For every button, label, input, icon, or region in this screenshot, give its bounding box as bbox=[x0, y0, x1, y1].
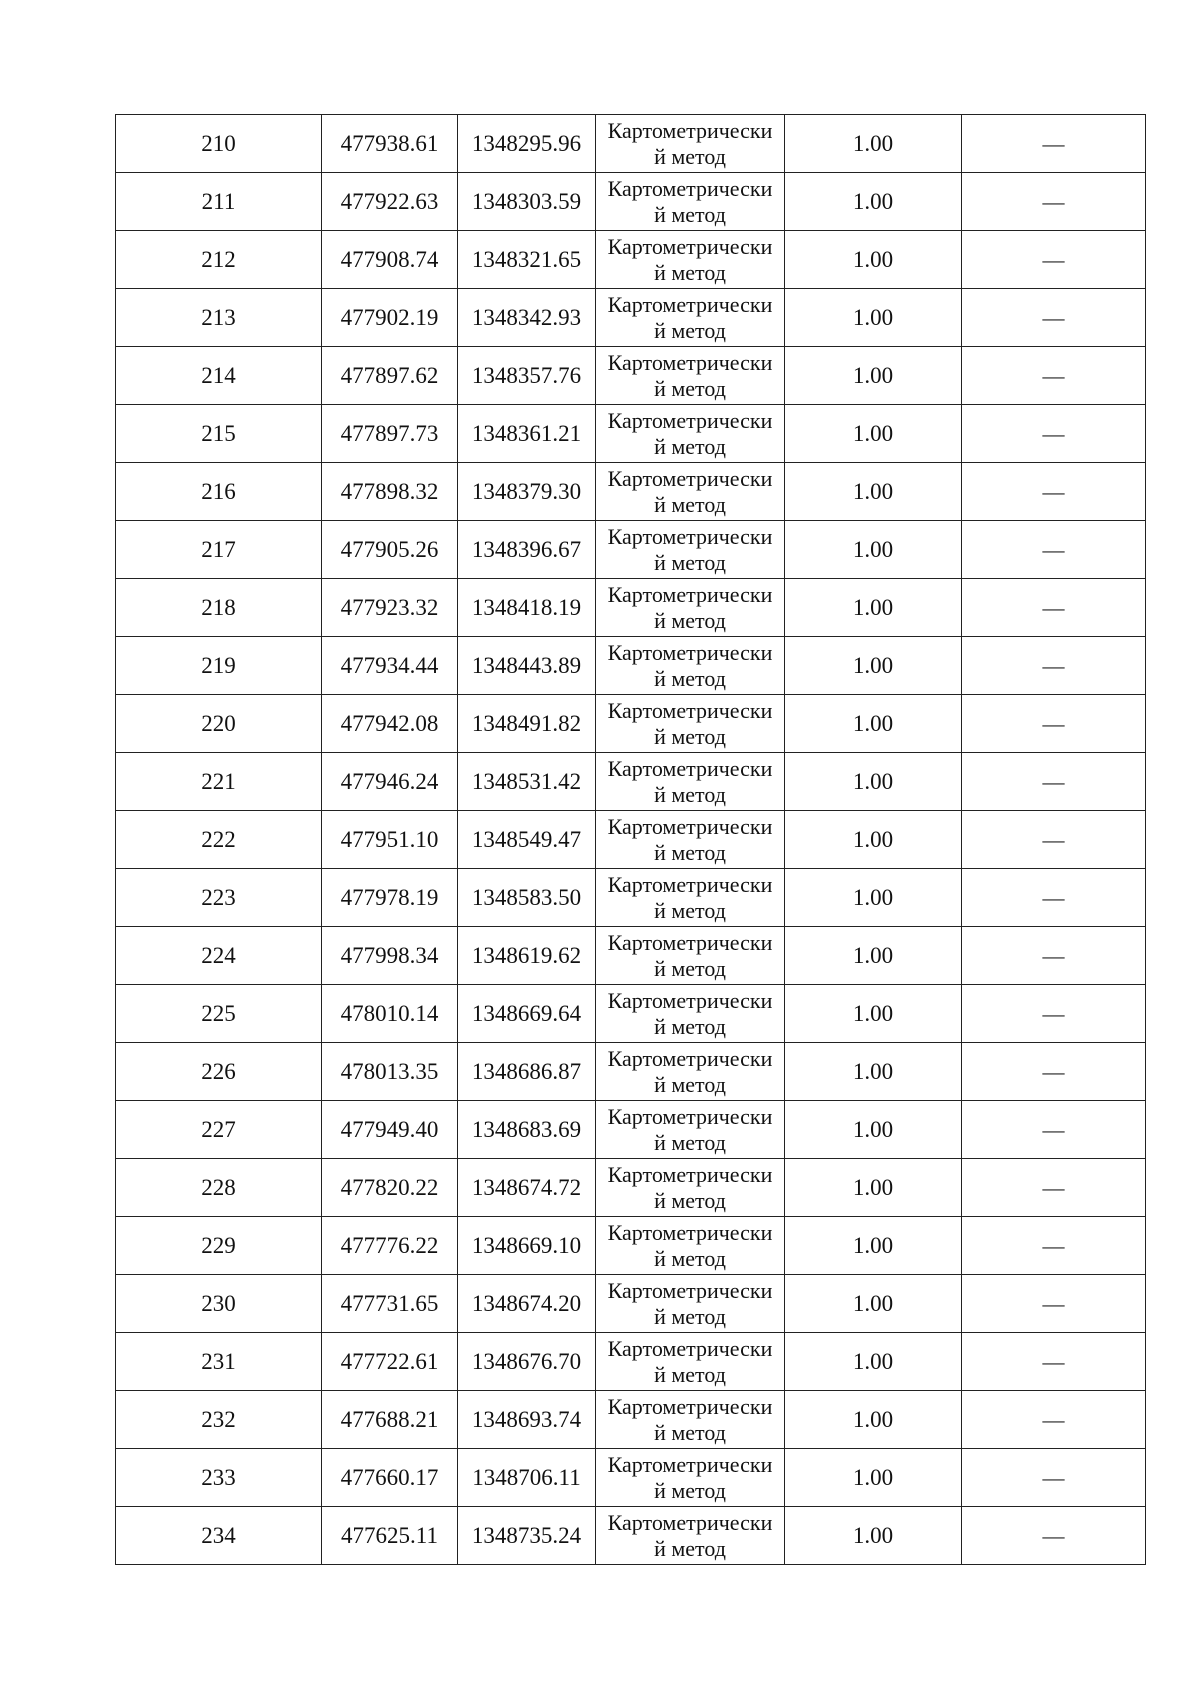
method-cell bbox=[596, 579, 785, 637]
note-cell: — bbox=[962, 1507, 1146, 1565]
x-coordinate-cell: 477998.34 bbox=[322, 927, 458, 985]
method-text-line-2: й метод bbox=[654, 1246, 726, 1271]
point-number-cell: 222 bbox=[116, 811, 322, 869]
x-coordinate-cell: 477731.65 bbox=[322, 1275, 458, 1333]
accuracy-cell: 1.00 bbox=[785, 463, 962, 521]
accuracy-cell: 1.00 bbox=[785, 289, 962, 347]
method-text-line-1: Картометрически bbox=[607, 176, 773, 201]
point-number-cell: 218 bbox=[116, 579, 322, 637]
method-text-line-2: й метод bbox=[654, 1188, 726, 1213]
accuracy-cell: 1.00 bbox=[785, 231, 962, 289]
point-number-cell: 215 bbox=[116, 405, 322, 463]
point-number-cell: 234 bbox=[116, 1507, 322, 1565]
method-cell bbox=[596, 985, 785, 1043]
x-coordinate-cell: 477951.10 bbox=[322, 811, 458, 869]
table-row bbox=[116, 1101, 1146, 1159]
point-number-cell: 223 bbox=[116, 869, 322, 927]
point-number-cell: 213 bbox=[116, 289, 322, 347]
x-coordinate-cell: 477938.61 bbox=[322, 115, 458, 173]
table-row bbox=[116, 289, 1146, 347]
note-cell: — bbox=[962, 521, 1146, 579]
method-text-line-2: й метод bbox=[654, 144, 726, 169]
method-cell bbox=[596, 1391, 785, 1449]
method-text-line-1: Картометрически bbox=[607, 408, 773, 433]
accuracy-cell: 1.00 bbox=[785, 753, 962, 811]
x-coordinate-cell: 477820.22 bbox=[322, 1159, 458, 1217]
point-number-cell: 226 bbox=[116, 1043, 322, 1101]
table-row bbox=[116, 1507, 1146, 1565]
y-coordinate-cell: 1348357.76 bbox=[458, 347, 596, 405]
method-text-line-1: Картометрически bbox=[607, 640, 773, 665]
table-row bbox=[116, 695, 1146, 753]
x-coordinate-cell: 477625.11 bbox=[322, 1507, 458, 1565]
method-text-line-2: й метод bbox=[654, 1130, 726, 1155]
y-coordinate-cell: 1348321.65 bbox=[458, 231, 596, 289]
method-text-line-2: й метод bbox=[654, 782, 726, 807]
y-coordinate-cell: 1348674.20 bbox=[458, 1275, 596, 1333]
x-coordinate-cell: 477946.24 bbox=[322, 753, 458, 811]
method-cell bbox=[596, 173, 785, 231]
table-row bbox=[116, 1159, 1146, 1217]
table-row bbox=[116, 405, 1146, 463]
method-cell bbox=[596, 753, 785, 811]
x-coordinate-cell: 477776.22 bbox=[322, 1217, 458, 1275]
accuracy-cell: 1.00 bbox=[785, 695, 962, 753]
table-row bbox=[116, 173, 1146, 231]
method-text-line-1: Картометрически bbox=[607, 1220, 773, 1245]
method-text-line-2: й метод bbox=[654, 1362, 726, 1387]
x-coordinate-cell: 477898.32 bbox=[322, 463, 458, 521]
method-text-line-2: й метод bbox=[654, 608, 726, 633]
method-text-line-2: й метод bbox=[654, 434, 726, 459]
y-coordinate-cell: 1348418.19 bbox=[458, 579, 596, 637]
y-coordinate-cell: 1348583.50 bbox=[458, 869, 596, 927]
y-coordinate-cell: 1348669.64 bbox=[458, 985, 596, 1043]
point-number-cell: 221 bbox=[116, 753, 322, 811]
x-coordinate-cell: 477688.21 bbox=[322, 1391, 458, 1449]
coordinates-table-body bbox=[116, 115, 1146, 1565]
x-coordinate-cell: 477942.08 bbox=[322, 695, 458, 753]
point-number-cell: 224 bbox=[116, 927, 322, 985]
x-coordinate-cell: 477922.63 bbox=[322, 173, 458, 231]
table-row bbox=[116, 463, 1146, 521]
note-cell: — bbox=[962, 1043, 1146, 1101]
table-row bbox=[116, 521, 1146, 579]
table-row bbox=[116, 579, 1146, 637]
point-number-cell: 214 bbox=[116, 347, 322, 405]
x-coordinate-cell: 477722.61 bbox=[322, 1333, 458, 1391]
x-coordinate-cell: 477949.40 bbox=[322, 1101, 458, 1159]
method-text-line-1: Картометрически bbox=[607, 814, 773, 839]
method-cell bbox=[596, 1507, 785, 1565]
x-coordinate-cell: 477897.62 bbox=[322, 347, 458, 405]
y-coordinate-cell: 1348674.72 bbox=[458, 1159, 596, 1217]
y-coordinate-cell: 1348669.10 bbox=[458, 1217, 596, 1275]
note-cell: — bbox=[962, 1159, 1146, 1217]
method-cell bbox=[596, 347, 785, 405]
table-row bbox=[116, 637, 1146, 695]
note-cell: — bbox=[962, 1333, 1146, 1391]
note-cell: — bbox=[962, 289, 1146, 347]
method-text-line-2: й метод bbox=[654, 202, 726, 227]
y-coordinate-cell: 1348706.11 bbox=[458, 1449, 596, 1507]
method-text-line-1: Картометрически bbox=[607, 698, 773, 723]
x-coordinate-cell: 477905.26 bbox=[322, 521, 458, 579]
note-cell: — bbox=[962, 173, 1146, 231]
note-cell: — bbox=[962, 869, 1146, 927]
y-coordinate-cell: 1348379.30 bbox=[458, 463, 596, 521]
method-cell bbox=[596, 1275, 785, 1333]
method-text-line-1: Картометрически bbox=[607, 118, 773, 143]
y-coordinate-cell: 1348443.89 bbox=[458, 637, 596, 695]
point-number-cell: 232 bbox=[116, 1391, 322, 1449]
note-cell: — bbox=[962, 637, 1146, 695]
method-text-line-2: й метод bbox=[654, 492, 726, 517]
note-cell: — bbox=[962, 1391, 1146, 1449]
point-number-cell: 231 bbox=[116, 1333, 322, 1391]
method-cell bbox=[596, 521, 785, 579]
table-row bbox=[116, 1333, 1146, 1391]
method-text-line-1: Картометрически bbox=[607, 466, 773, 491]
method-text-line-2: й метод bbox=[654, 840, 726, 865]
y-coordinate-cell: 1348342.93 bbox=[458, 289, 596, 347]
method-text-line-2: й метод bbox=[654, 260, 726, 285]
method-text-line-2: й метод bbox=[654, 898, 726, 923]
y-coordinate-cell: 1348735.24 bbox=[458, 1507, 596, 1565]
accuracy-cell: 1.00 bbox=[785, 1043, 962, 1101]
method-text-line-2: й метод bbox=[654, 666, 726, 691]
accuracy-cell: 1.00 bbox=[785, 1101, 962, 1159]
point-number-cell: 216 bbox=[116, 463, 322, 521]
method-text-line-2: й метод bbox=[654, 1304, 726, 1329]
point-number-cell: 228 bbox=[116, 1159, 322, 1217]
accuracy-cell: 1.00 bbox=[785, 1217, 962, 1275]
method-text-line-1: Картометрически bbox=[607, 930, 773, 955]
table-row bbox=[116, 1043, 1146, 1101]
x-coordinate-cell: 477897.73 bbox=[322, 405, 458, 463]
table-row bbox=[116, 753, 1146, 811]
method-text-line-2: й метод bbox=[654, 724, 726, 749]
method-cell bbox=[596, 1333, 785, 1391]
y-coordinate-cell: 1348549.47 bbox=[458, 811, 596, 869]
accuracy-cell: 1.00 bbox=[785, 1507, 962, 1565]
point-number-cell: 233 bbox=[116, 1449, 322, 1507]
method-text-line-1: Картометрически bbox=[607, 872, 773, 897]
y-coordinate-cell: 1348491.82 bbox=[458, 695, 596, 753]
accuracy-cell: 1.00 bbox=[785, 1391, 962, 1449]
method-text-line-1: Картометрически bbox=[607, 1278, 773, 1303]
note-cell: — bbox=[962, 115, 1146, 173]
y-coordinate-cell: 1348676.70 bbox=[458, 1333, 596, 1391]
accuracy-cell: 1.00 bbox=[785, 869, 962, 927]
note-cell: — bbox=[962, 927, 1146, 985]
method-text-line-1: Картометрически bbox=[607, 1394, 773, 1419]
y-coordinate-cell: 1348683.69 bbox=[458, 1101, 596, 1159]
coordinates-table bbox=[115, 114, 1146, 1565]
method-cell bbox=[596, 1043, 785, 1101]
method-text-line-1: Картометрически bbox=[607, 988, 773, 1013]
accuracy-cell: 1.00 bbox=[785, 115, 962, 173]
method-text-line-1: Картометрически bbox=[607, 1046, 773, 1071]
method-text-line-1: Картометрически bbox=[607, 1336, 773, 1361]
point-number-cell: 212 bbox=[116, 231, 322, 289]
method-text-line-1: Картометрически bbox=[607, 350, 773, 375]
method-text-line-2: й метод bbox=[654, 1014, 726, 1039]
method-text-line-2: й метод bbox=[654, 1536, 726, 1561]
accuracy-cell: 1.00 bbox=[785, 985, 962, 1043]
table-row bbox=[116, 115, 1146, 173]
note-cell: — bbox=[962, 463, 1146, 521]
note-cell: — bbox=[962, 811, 1146, 869]
y-coordinate-cell: 1348619.62 bbox=[458, 927, 596, 985]
method-text-line-1: Картометрически bbox=[607, 234, 773, 259]
method-cell bbox=[596, 1449, 785, 1507]
table-row bbox=[116, 985, 1146, 1043]
method-cell bbox=[596, 1217, 785, 1275]
method-text-line-2: й метод bbox=[654, 1420, 726, 1445]
x-coordinate-cell: 477923.32 bbox=[322, 579, 458, 637]
note-cell: — bbox=[962, 1275, 1146, 1333]
point-number-cell: 217 bbox=[116, 521, 322, 579]
method-text-line-2: й метод bbox=[654, 1072, 726, 1097]
method-text-line-1: Картометрически bbox=[607, 1162, 773, 1187]
accuracy-cell: 1.00 bbox=[785, 1275, 962, 1333]
note-cell: — bbox=[962, 231, 1146, 289]
accuracy-cell: 1.00 bbox=[785, 173, 962, 231]
point-number-cell: 220 bbox=[116, 695, 322, 753]
method-text-line-1: Картометрически bbox=[607, 582, 773, 607]
method-cell bbox=[596, 1159, 785, 1217]
note-cell: — bbox=[962, 579, 1146, 637]
method-text-line-1: Картометрически bbox=[607, 1104, 773, 1129]
method-cell bbox=[596, 869, 785, 927]
x-coordinate-cell: 477978.19 bbox=[322, 869, 458, 927]
point-number-cell: 227 bbox=[116, 1101, 322, 1159]
method-cell bbox=[596, 405, 785, 463]
method-cell bbox=[596, 463, 785, 521]
method-text-line-2: й метод bbox=[654, 1478, 726, 1503]
method-cell bbox=[596, 811, 785, 869]
accuracy-cell: 1.00 bbox=[785, 1449, 962, 1507]
method-text-line-1: Картометрически bbox=[607, 524, 773, 549]
method-cell bbox=[596, 637, 785, 695]
method-cell bbox=[596, 1101, 785, 1159]
x-coordinate-cell: 478013.35 bbox=[322, 1043, 458, 1101]
method-text-line-2: й метод bbox=[654, 550, 726, 575]
x-coordinate-cell: 478010.14 bbox=[322, 985, 458, 1043]
point-number-cell: 211 bbox=[116, 173, 322, 231]
point-number-cell: 225 bbox=[116, 985, 322, 1043]
y-coordinate-cell: 1348303.59 bbox=[458, 173, 596, 231]
method-cell bbox=[596, 927, 785, 985]
method-cell bbox=[596, 695, 785, 753]
accuracy-cell: 1.00 bbox=[785, 1159, 962, 1217]
method-text-line-2: й метод bbox=[654, 956, 726, 981]
method-text-line-1: Картометрически bbox=[607, 292, 773, 317]
accuracy-cell: 1.00 bbox=[785, 405, 962, 463]
x-coordinate-cell: 477902.19 bbox=[322, 289, 458, 347]
x-coordinate-cell: 477660.17 bbox=[322, 1449, 458, 1507]
table-row bbox=[116, 1217, 1146, 1275]
note-cell: — bbox=[962, 1217, 1146, 1275]
point-number-cell: 210 bbox=[116, 115, 322, 173]
method-text-line-2: й метод bbox=[654, 376, 726, 401]
y-coordinate-cell: 1348396.67 bbox=[458, 521, 596, 579]
table-row bbox=[116, 231, 1146, 289]
y-coordinate-cell: 1348361.21 bbox=[458, 405, 596, 463]
table-row bbox=[116, 811, 1146, 869]
note-cell: — bbox=[962, 753, 1146, 811]
method-text-line-1: Картометрически bbox=[607, 1510, 773, 1535]
method-cell bbox=[596, 289, 785, 347]
point-number-cell: 229 bbox=[116, 1217, 322, 1275]
point-number-cell: 219 bbox=[116, 637, 322, 695]
table-row bbox=[116, 1449, 1146, 1507]
y-coordinate-cell: 1348686.87 bbox=[458, 1043, 596, 1101]
method-cell bbox=[596, 115, 785, 173]
table-row bbox=[116, 347, 1146, 405]
x-coordinate-cell: 477908.74 bbox=[322, 231, 458, 289]
method-text-line-1: Картометрически bbox=[607, 1452, 773, 1477]
note-cell: — bbox=[962, 695, 1146, 753]
point-number-cell: 230 bbox=[116, 1275, 322, 1333]
note-cell: — bbox=[962, 985, 1146, 1043]
note-cell: — bbox=[962, 405, 1146, 463]
accuracy-cell: 1.00 bbox=[785, 347, 962, 405]
y-coordinate-cell: 1348693.74 bbox=[458, 1391, 596, 1449]
note-cell: — bbox=[962, 347, 1146, 405]
accuracy-cell: 1.00 bbox=[785, 579, 962, 637]
note-cell: — bbox=[962, 1101, 1146, 1159]
method-cell bbox=[596, 231, 785, 289]
accuracy-cell: 1.00 bbox=[785, 521, 962, 579]
table-row bbox=[116, 1391, 1146, 1449]
method-text-line-2: й метод bbox=[654, 318, 726, 343]
y-coordinate-cell: 1348295.96 bbox=[458, 115, 596, 173]
accuracy-cell: 1.00 bbox=[785, 927, 962, 985]
accuracy-cell: 1.00 bbox=[785, 1333, 962, 1391]
table-row bbox=[116, 927, 1146, 985]
note-cell: — bbox=[962, 1449, 1146, 1507]
accuracy-cell: 1.00 bbox=[785, 637, 962, 695]
x-coordinate-cell: 477934.44 bbox=[322, 637, 458, 695]
accuracy-cell: 1.00 bbox=[785, 811, 962, 869]
method-text-line-1: Картометрически bbox=[607, 756, 773, 781]
table-row bbox=[116, 869, 1146, 927]
y-coordinate-cell: 1348531.42 bbox=[458, 753, 596, 811]
table-row bbox=[116, 1275, 1146, 1333]
